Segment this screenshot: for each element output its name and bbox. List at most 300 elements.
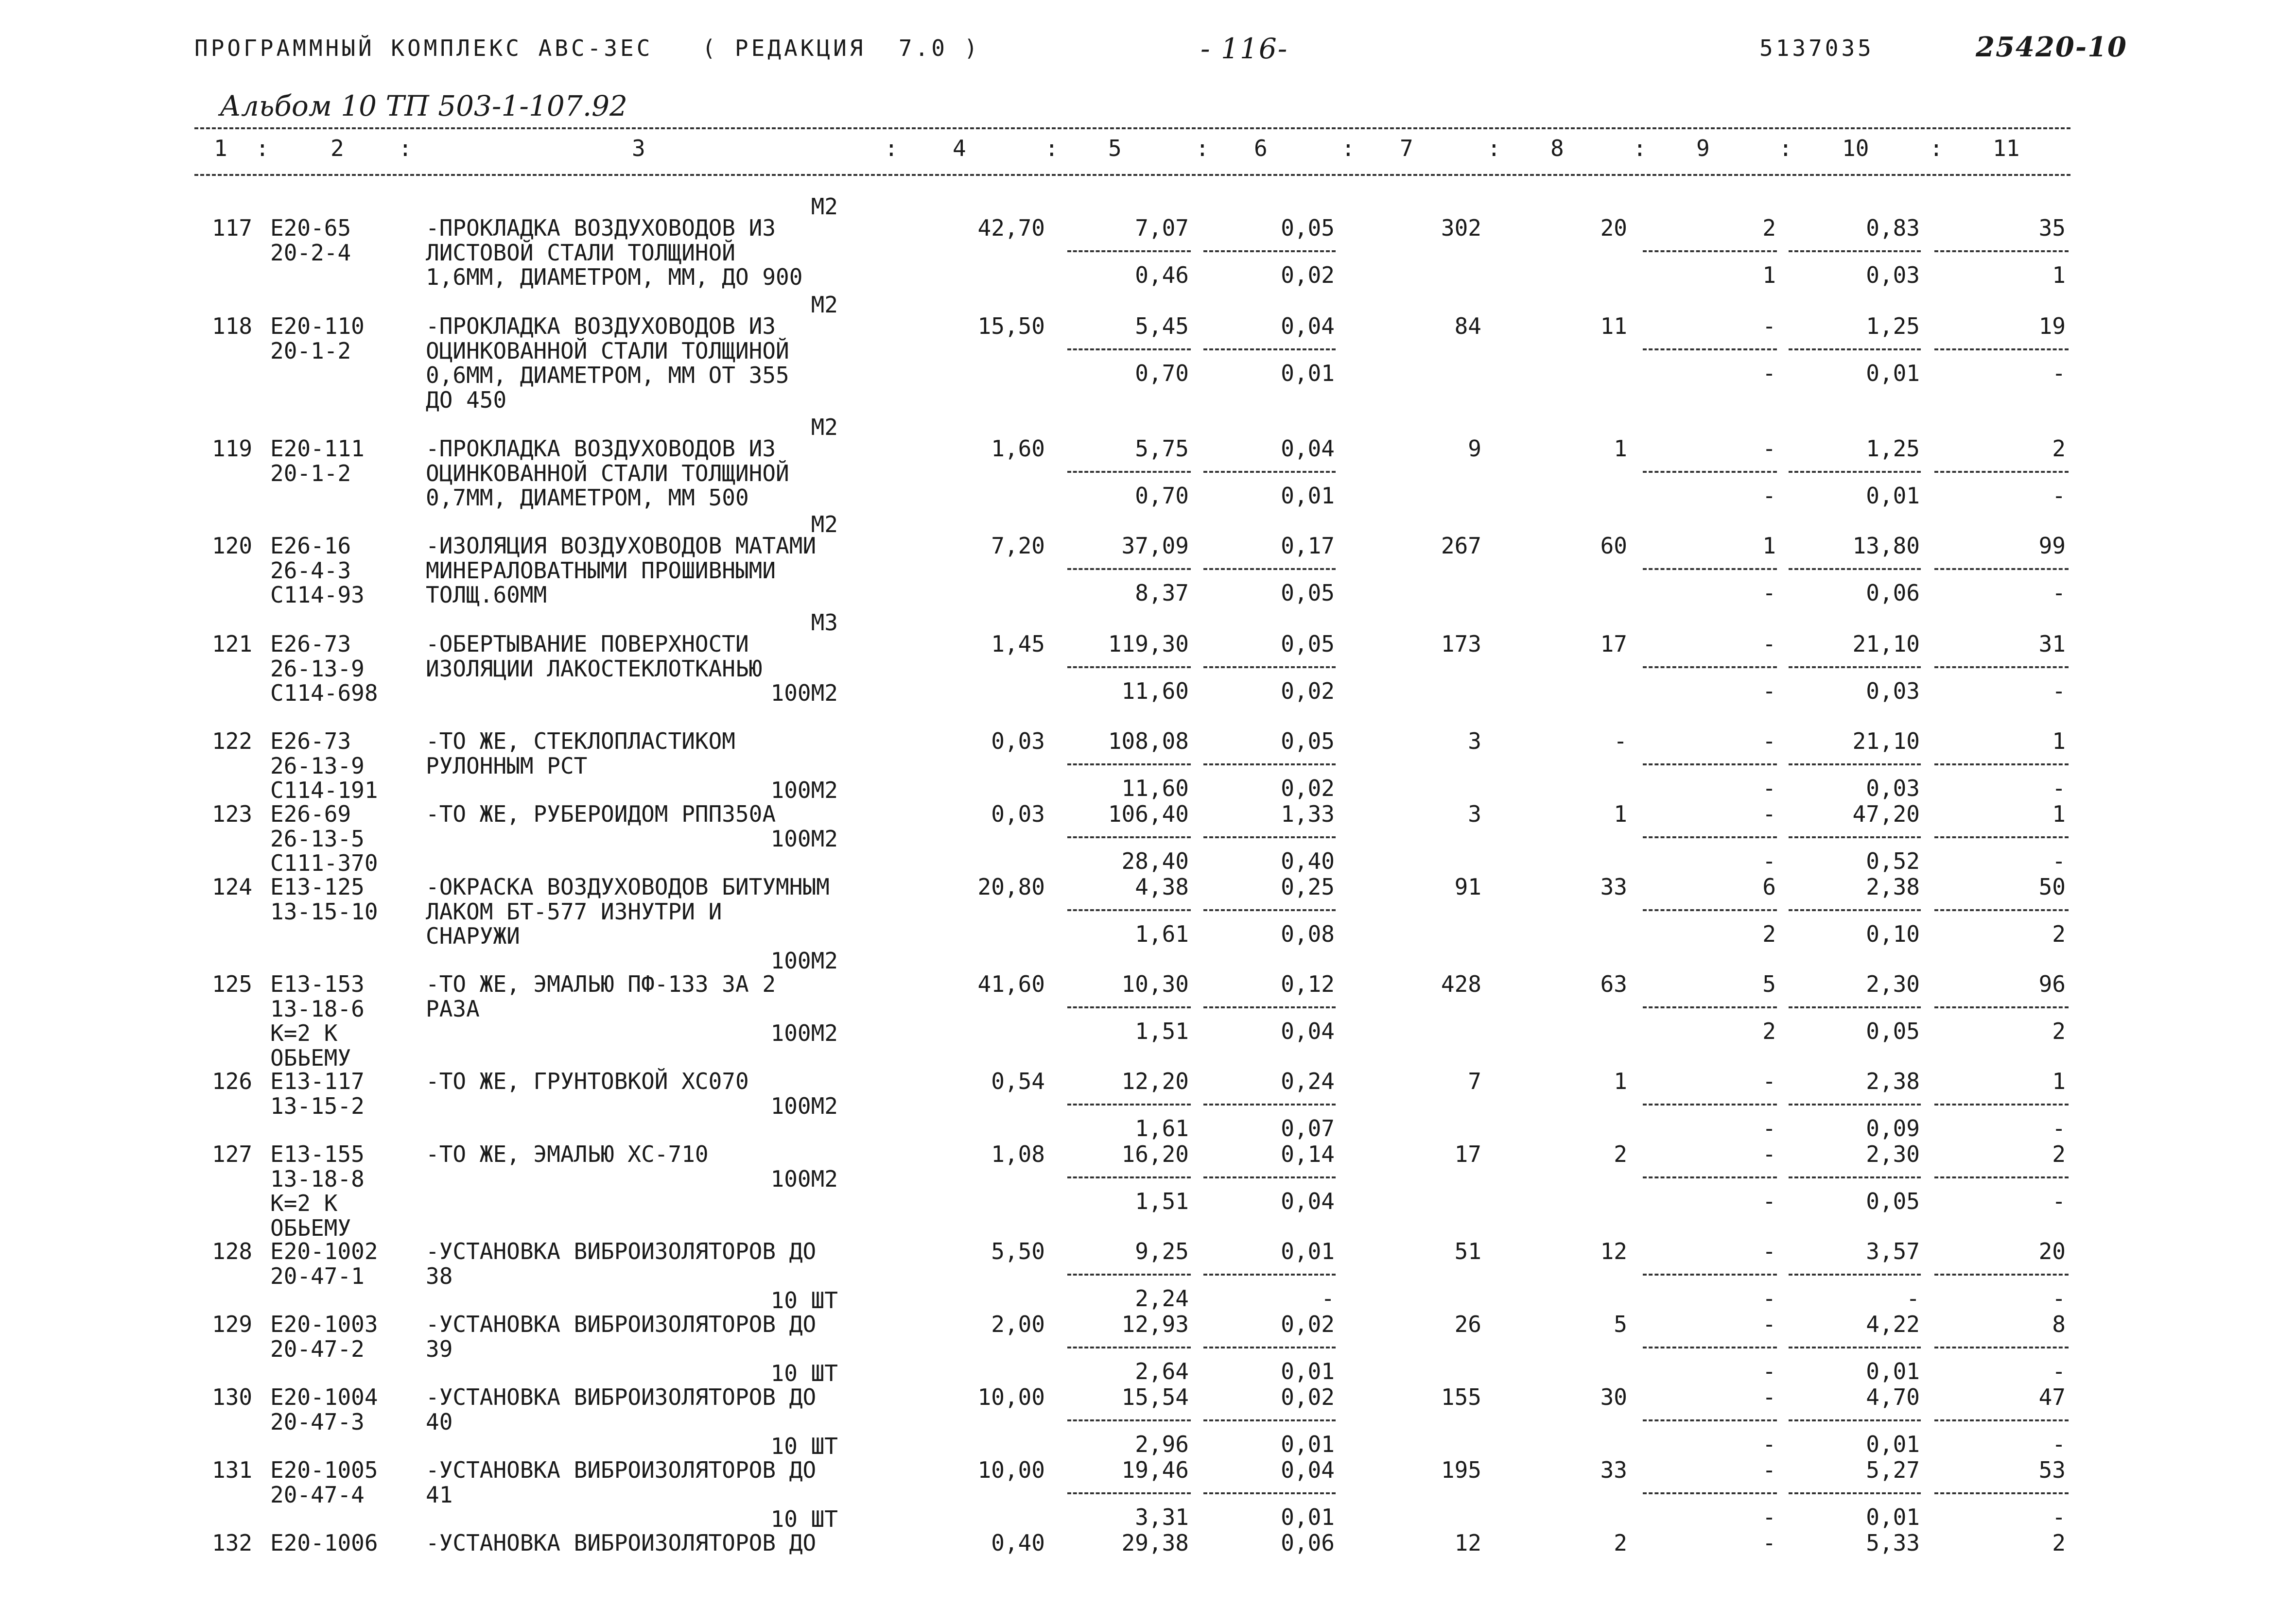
value-col-8: 33 (1600, 1457, 1627, 1483)
norm-code: 26-13-5 (270, 825, 365, 852)
subtotal-dash (1203, 1006, 1336, 1008)
value-col-5: 15,54 (1121, 1384, 1189, 1410)
subtotal-dash (1067, 1176, 1191, 1178)
subtotal-dash (1934, 471, 2069, 473)
subtotal-dash (1067, 763, 1191, 765)
subtotal-dash (1789, 1176, 1921, 1178)
subtotal-dash (1934, 1104, 2069, 1106)
value-col-10: 3,57 (1866, 1238, 1920, 1264)
norm-code: С111-370 (270, 850, 378, 876)
work-description: СНАРУЖИ (426, 923, 520, 949)
album-title: Альбом 10 ТП 503-1-107.92 (220, 89, 627, 122)
value-col-9: 2 (1762, 215, 1776, 241)
work-description: -ТО ЖЕ, ГРУНТОВКОЙ ХС070 (426, 1068, 749, 1094)
value-col-7: 7 (1468, 1068, 1481, 1094)
value-col-5-sub: 0,46 (1135, 262, 1189, 288)
work-description: ОЦИНКОВАННОЙ СТАЛИ ТОЛЩИНОЙ (426, 337, 789, 364)
subtotal-dash (1643, 1274, 1777, 1276)
quantity: 10,00 (977, 1457, 1045, 1483)
norm-code: Е20-1006 (270, 1530, 378, 1556)
subtotal-dash (1067, 250, 1191, 252)
subtotal-dash (1643, 909, 1777, 911)
row-number: 121 (212, 631, 253, 657)
value-col-8: 11 (1600, 313, 1627, 339)
value-col-11: 35 (2038, 215, 2066, 241)
subtotal-dash (1789, 471, 1921, 473)
norm-code: 20-47-2 (270, 1335, 365, 1362)
value-col-5: 19,46 (1121, 1457, 1189, 1483)
value-col-9: - (1762, 1141, 1776, 1167)
value-col-10-sub: 0,03 (1866, 262, 1920, 288)
value-col-10-sub: 0,01 (1866, 1431, 1920, 1457)
subtotal-dash (1067, 666, 1191, 668)
sheet-number: 25420-10 (1976, 31, 2127, 63)
value-col-5-sub: 2,24 (1135, 1285, 1189, 1312)
row-number: 124 (212, 874, 253, 900)
value-col-7: 155 (1441, 1384, 1481, 1410)
subtotal-dash (1067, 1492, 1191, 1494)
unit-label: 10 ШТ (770, 1506, 838, 1532)
subtotal-dash (1203, 1419, 1336, 1421)
value-col-11: 96 (2038, 971, 2066, 997)
value-col-5: 12,93 (1121, 1311, 1189, 1337)
subtotal-dash (1643, 348, 1777, 350)
unit-label: 100М2 (770, 1092, 838, 1119)
norm-code: 20-1-2 (270, 460, 351, 486)
value-col-7: 302 (1441, 215, 1481, 241)
norm-code: 13-15-2 (270, 1092, 365, 1119)
norm-code: К=2 К (270, 1020, 338, 1046)
value-col-10-sub: 0,03 (1866, 678, 1920, 704)
value-col-9: 6 (1762, 874, 1776, 900)
subtotal-dash (1203, 471, 1336, 473)
value-col-9: - (1762, 1530, 1776, 1556)
work-description: ЛИСТОВОЙ СТАЛИ ТОЛЩИНОЙ (426, 239, 735, 266)
value-col-5-sub: 28,40 (1121, 848, 1189, 874)
column-header-9: 9 (1696, 135, 1710, 161)
value-col-10-sub: 0,01 (1866, 483, 1920, 509)
value-col-5: 106,40 (1108, 801, 1189, 827)
subtotal-dash (1203, 763, 1336, 765)
value-col-5: 37,09 (1121, 533, 1189, 559)
column-separator: : (256, 135, 269, 161)
value-col-11-sub: - (2052, 1115, 2066, 1141)
quantity: 1,60 (991, 435, 1045, 462)
row-number: 132 (212, 1530, 253, 1556)
column-separator: : (1930, 135, 1943, 161)
subtotal-dash (1934, 763, 2069, 765)
value-col-6: 0,05 (1281, 728, 1335, 754)
value-col-6: 0,01 (1281, 1238, 1335, 1264)
work-description: 0,7ММ, ДИАМЕТРОМ, ММ 500 (426, 484, 749, 511)
subtotal-dash (1203, 250, 1336, 252)
value-col-9-sub: - (1762, 1115, 1776, 1141)
unit-label: М2 (811, 193, 838, 220)
value-col-11: 99 (2038, 533, 2066, 559)
value-col-11: 1 (2052, 1068, 2066, 1094)
work-description: ДО 450 (426, 386, 507, 413)
norm-code: 20-47-4 (270, 1481, 365, 1508)
program-title: ПРОГРАММНЫЙ КОМПЛЕКС АВС-3ЕС ( РЕДАКЦИЯ 7.0 ) (194, 35, 981, 61)
value-col-10-sub: 0,10 (1866, 921, 1920, 947)
work-description: -ТО ЖЕ, ЭМАЛЬЮ ХС-710 (426, 1141, 709, 1167)
value-col-7: 17 (1454, 1141, 1481, 1167)
subtotal-dash (1934, 909, 2069, 911)
work-description: 0,6ММ, ДИАМЕТРОМ, ММ ОТ 355 (426, 362, 789, 388)
value-col-5-sub: 1,61 (1135, 921, 1189, 947)
subtotal-dash (1934, 666, 2069, 668)
subtotal-dash (1203, 1492, 1336, 1494)
row-number: 119 (212, 435, 253, 462)
norm-code: 13-15-10 (270, 898, 378, 925)
row-number: 118 (212, 313, 253, 339)
value-col-6-sub: 0,40 (1281, 848, 1335, 874)
value-col-6-sub: 0,07 (1281, 1115, 1335, 1141)
value-col-10-sub: 0,09 (1866, 1115, 1920, 1141)
value-col-5-sub: 8,37 (1135, 580, 1189, 606)
column-header-8: 8 (1550, 135, 1564, 161)
value-col-11-sub: - (2052, 848, 2066, 874)
unit-label: 100М2 (770, 825, 838, 852)
value-col-10-sub: 0,01 (1866, 360, 1920, 386)
page-number: - 116- (1200, 32, 1288, 65)
work-description: -УСТАНОВКА ВИБРОИЗОЛЯТОРОВ ДО (426, 1384, 817, 1410)
norm-code: Е20-1004 (270, 1384, 378, 1410)
norm-code: 26-4-3 (270, 557, 351, 584)
subtotal-dash (1067, 1347, 1191, 1348)
value-col-10-sub: 0,01 (1866, 1358, 1920, 1384)
column-separator: : (399, 135, 412, 161)
row-number: 123 (212, 801, 253, 827)
value-col-6-sub: - (1321, 1285, 1335, 1312)
value-col-9-sub: - (1762, 360, 1776, 386)
subtotal-dash (1067, 1104, 1191, 1106)
value-col-9-sub: - (1762, 580, 1776, 606)
subtotal-dash (1643, 763, 1777, 765)
unit-label: 10 ШТ (770, 1433, 838, 1459)
column-header-6: 6 (1254, 135, 1268, 161)
subtotal-dash (1643, 1419, 1777, 1421)
unit-label: М2 (811, 291, 838, 318)
value-col-10-sub: 0,52 (1866, 848, 1920, 874)
value-col-5: 108,08 (1108, 728, 1189, 754)
value-col-6: 0,05 (1281, 631, 1335, 657)
subtotal-dash (1067, 1419, 1191, 1421)
value-col-11: 2 (2052, 1141, 2066, 1167)
subtotal-dash (1067, 568, 1191, 570)
column-separator: : (1487, 135, 1501, 161)
subtotal-dash (1643, 1176, 1777, 1178)
value-col-10: 47,20 (1852, 801, 1920, 827)
column-separator: : (1196, 135, 1209, 161)
quantity: 0,40 (991, 1530, 1045, 1556)
column-separator: : (885, 135, 898, 161)
value-col-5-sub: 11,60 (1121, 775, 1189, 801)
subtotal-dash (1789, 348, 1921, 350)
value-col-7: 84 (1454, 313, 1481, 339)
unit-label: 10 ШТ (770, 1360, 838, 1386)
row-number: 130 (212, 1384, 253, 1410)
norm-code: 20-47-1 (270, 1262, 365, 1289)
subtotal-dash (1643, 568, 1777, 570)
value-col-5: 29,38 (1121, 1530, 1189, 1556)
value-col-8: 63 (1600, 971, 1627, 997)
value-col-9-sub: - (1762, 775, 1776, 801)
subtotal-dash (1934, 1492, 2069, 1494)
norm-code: К=2 К (270, 1190, 338, 1216)
value-col-5-sub: 2,96 (1135, 1431, 1189, 1457)
norm-code: С114-93 (270, 582, 365, 608)
work-description: -ОКРАСКА ВОЗДУХОВОДОВ БИТУМНЫМ (426, 874, 830, 900)
value-col-6-sub: 0,01 (1281, 1358, 1335, 1384)
column-header-3: 3 (632, 135, 645, 161)
value-col-11-sub: - (2052, 775, 2066, 801)
unit-label: 100М2 (770, 680, 838, 706)
quantity: 0,03 (991, 728, 1045, 754)
value-col-9-sub: - (1762, 1285, 1776, 1312)
norm-code: Е13-117 (270, 1068, 365, 1094)
value-col-7: 9 (1468, 435, 1481, 462)
work-description: -ТО ЖЕ, ЭМАЛЬЮ ПФ-133 ЗА 2 (426, 971, 776, 997)
subtotal-dash (1789, 763, 1921, 765)
value-col-9: 1 (1762, 533, 1776, 559)
value-col-9-sub: - (1762, 1431, 1776, 1457)
value-col-8: 1 (1614, 801, 1627, 827)
norm-code: Е20-65 (270, 215, 351, 241)
value-col-7: 267 (1441, 533, 1481, 559)
work-description: -ПРОКЛАДКА ВОЗДУХОВОДОВ ИЗ (426, 313, 776, 339)
value-col-7: 3 (1468, 728, 1481, 754)
value-col-6: 0,04 (1281, 1457, 1335, 1483)
value-col-10: 2,30 (1866, 1141, 1920, 1167)
quantity: 20,80 (977, 874, 1045, 900)
norm-code: 20-2-4 (270, 239, 351, 266)
quantity: 15,50 (977, 313, 1045, 339)
value-col-10: 5,33 (1866, 1530, 1920, 1556)
work-description: 39 (426, 1335, 453, 1362)
value-col-10: 4,22 (1866, 1311, 1920, 1337)
value-col-9: - (1762, 1068, 1776, 1094)
value-col-9-sub: 2 (1762, 1018, 1776, 1044)
work-description: -ПРОКЛАДКА ВОЗДУХОВОДОВ ИЗ (426, 435, 776, 462)
subtotal-dash (1643, 1104, 1777, 1106)
subtotal-dash (1934, 1176, 2069, 1178)
value-col-10: 21,10 (1852, 631, 1920, 657)
work-description: -УСТАНОВКА ВИБРОИЗОЛЯТОРОВ ДО (426, 1238, 817, 1264)
unit-label: 100М2 (770, 777, 838, 803)
value-col-7: 3 (1468, 801, 1481, 827)
value-col-11: 31 (2038, 631, 2066, 657)
row-number: 117 (212, 215, 253, 241)
subtotal-dash (1934, 1347, 2069, 1348)
value-col-6: 0,06 (1281, 1530, 1335, 1556)
norm-code: Е26-16 (270, 533, 351, 559)
subtotal-dash (1203, 348, 1336, 350)
subtotal-dash (1643, 666, 1777, 668)
value-col-6: 0,12 (1281, 971, 1335, 997)
subtotal-dash (1789, 836, 1921, 838)
value-col-8: 5 (1614, 1311, 1627, 1337)
value-col-5-sub: 3,31 (1135, 1504, 1189, 1530)
work-description: -ПРОКЛАДКА ВОЗДУХОВОДОВ ИЗ (426, 215, 776, 241)
value-col-11: 50 (2038, 874, 2066, 900)
subtotal-dash (1934, 1274, 2069, 1276)
row-number: 127 (212, 1141, 253, 1167)
value-col-8: 33 (1600, 874, 1627, 900)
norm-code: 20-1-2 (270, 337, 351, 364)
value-col-6-sub: 0,01 (1281, 360, 1335, 386)
work-description: РУЛОННЫМ РСТ (426, 752, 588, 779)
value-col-6: 0,05 (1281, 215, 1335, 241)
work-description: РАЗА (426, 995, 480, 1022)
value-col-11-sub: 2 (2052, 921, 2066, 947)
value-col-10-sub: 0,05 (1866, 1188, 1920, 1214)
value-col-6: 0,04 (1281, 435, 1335, 462)
norm-code: Е20-111 (270, 435, 365, 462)
value-col-11-sub: - (2052, 678, 2066, 704)
value-col-8: 17 (1600, 631, 1627, 657)
norm-code: Е13-125 (270, 874, 365, 900)
subtotal-dash (1203, 1274, 1336, 1276)
work-description: -ТО ЖЕ, СТЕКЛОПЛАСТИКОМ (426, 728, 735, 754)
subtotal-dash (1934, 568, 2069, 570)
value-col-8: 60 (1600, 533, 1627, 559)
value-col-5-sub: 0,70 (1135, 360, 1189, 386)
quantity: 41,60 (977, 971, 1045, 997)
value-col-5: 119,30 (1108, 631, 1189, 657)
quantity: 10,00 (977, 1384, 1045, 1410)
value-col-6-sub: 0,02 (1281, 262, 1335, 288)
value-col-9-sub: - (1762, 1358, 1776, 1384)
table-header-rule (194, 174, 2070, 176)
subtotal-dash (1789, 666, 1921, 668)
value-col-9-sub: - (1762, 848, 1776, 874)
subtotal-dash (1643, 836, 1777, 838)
subtotal-dash (1643, 250, 1777, 252)
value-col-10-sub: 0,06 (1866, 580, 1920, 606)
value-col-9: 5 (1762, 971, 1776, 997)
value-col-7: 173 (1441, 631, 1481, 657)
value-col-10-sub: 0,03 (1866, 775, 1920, 801)
value-col-9-sub: - (1762, 678, 1776, 704)
row-number: 120 (212, 533, 253, 559)
subtotal-dash (1203, 1347, 1336, 1348)
value-col-8: 2 (1614, 1141, 1627, 1167)
value-col-5-sub: 1,51 (1135, 1188, 1189, 1214)
value-col-7: 12 (1454, 1530, 1481, 1556)
column-separator: : (1633, 135, 1647, 161)
value-col-9-sub: - (1762, 1504, 1776, 1530)
value-col-8: 2 (1614, 1530, 1627, 1556)
value-col-11: 1 (2052, 728, 2066, 754)
subtotal-dash (1203, 666, 1336, 668)
subtotal-dash (1203, 1104, 1336, 1106)
unit-label: М2 (811, 414, 838, 440)
value-col-9: - (1762, 1311, 1776, 1337)
value-col-6-sub: 0,08 (1281, 921, 1335, 947)
value-col-6: 0,02 (1281, 1384, 1335, 1410)
subtotal-dash (1934, 836, 2069, 838)
subtotal-dash (1789, 1492, 1921, 1494)
table-top-rule (194, 127, 2070, 129)
value-col-10: 1,25 (1866, 435, 1920, 462)
column-separator: : (1341, 135, 1355, 161)
value-col-6: 0,14 (1281, 1141, 1335, 1167)
value-col-10: 13,80 (1852, 533, 1920, 559)
norm-code: Е26-69 (270, 801, 351, 827)
norm-code: ОБЬЕМУ (270, 1214, 351, 1241)
column-header-1: 1 (214, 135, 227, 161)
value-col-9: - (1762, 1238, 1776, 1264)
unit-label: 10 ШТ (770, 1287, 838, 1313)
value-col-10: 0,83 (1866, 215, 1920, 241)
subtotal-dash (1643, 1492, 1777, 1494)
value-col-11-sub: - (2052, 1358, 2066, 1384)
value-col-11-sub: - (2052, 483, 2066, 509)
norm-code: Е20-1003 (270, 1311, 378, 1337)
value-col-5: 12,20 (1121, 1068, 1189, 1094)
value-col-6-sub: 0,01 (1281, 483, 1335, 509)
page-header (0, 0, 2296, 97)
value-col-7: 51 (1454, 1238, 1481, 1264)
quantity: 7,20 (991, 533, 1045, 559)
value-col-5: 5,75 (1135, 435, 1189, 462)
norm-code: 26-13-9 (270, 752, 365, 779)
value-col-8: 12 (1600, 1238, 1627, 1264)
work-description: МИНЕРАЛОВАТНЫМИ ПРОШИВНЫМИ (426, 557, 776, 584)
column-header-row (194, 135, 2070, 164)
value-col-6-sub: 0,02 (1281, 678, 1335, 704)
column-header-10: 10 (1842, 135, 1869, 161)
value-col-9: - (1762, 631, 1776, 657)
norm-code: Е26-73 (270, 631, 351, 657)
value-col-10: 5,27 (1866, 1457, 1920, 1483)
value-col-11-sub: - (2052, 1431, 2066, 1457)
norm-code: С114-191 (270, 777, 378, 803)
quantity: 1,45 (991, 631, 1045, 657)
value-col-9-sub: 2 (1762, 921, 1776, 947)
subtotal-dash (1643, 1006, 1777, 1008)
subtotal-dash (1934, 348, 2069, 350)
norm-code: Е26-73 (270, 728, 351, 754)
norm-code: 13-18-8 (270, 1165, 365, 1192)
value-col-7: 91 (1454, 874, 1481, 900)
subtotal-dash (1067, 348, 1191, 350)
value-col-9: - (1762, 1384, 1776, 1410)
value-col-7: 26 (1454, 1311, 1481, 1337)
row-number: 129 (212, 1311, 253, 1337)
value-col-5: 7,07 (1135, 215, 1189, 241)
work-description: -УСТАНОВКА ВИБРОИЗОЛЯТОРОВ ДО (426, 1530, 817, 1556)
norm-code: Е13-155 (270, 1141, 365, 1167)
value-col-10: 2,38 (1866, 874, 1920, 900)
work-description: ИЗОЛЯЦИИ ЛАКОСТЕКЛОТКАНЬЮ (426, 655, 763, 682)
subtotal-dash (1789, 909, 1921, 911)
value-col-6: 0,17 (1281, 533, 1335, 559)
unit-label: 100М2 (770, 947, 838, 974)
value-col-9: - (1762, 435, 1776, 462)
value-col-6-sub: 0,05 (1281, 580, 1335, 606)
column-header-4: 4 (953, 135, 966, 161)
norm-code: С114-698 (270, 680, 378, 706)
value-col-10: 2,30 (1866, 971, 1920, 997)
value-col-11: 19 (2038, 313, 2066, 339)
value-col-11-sub: - (2052, 1285, 2066, 1312)
value-col-5-sub: 0,70 (1135, 483, 1189, 509)
value-col-11: 2 (2052, 435, 2066, 462)
value-col-9-sub: 1 (1762, 262, 1776, 288)
subtotal-dash (1789, 1104, 1921, 1106)
